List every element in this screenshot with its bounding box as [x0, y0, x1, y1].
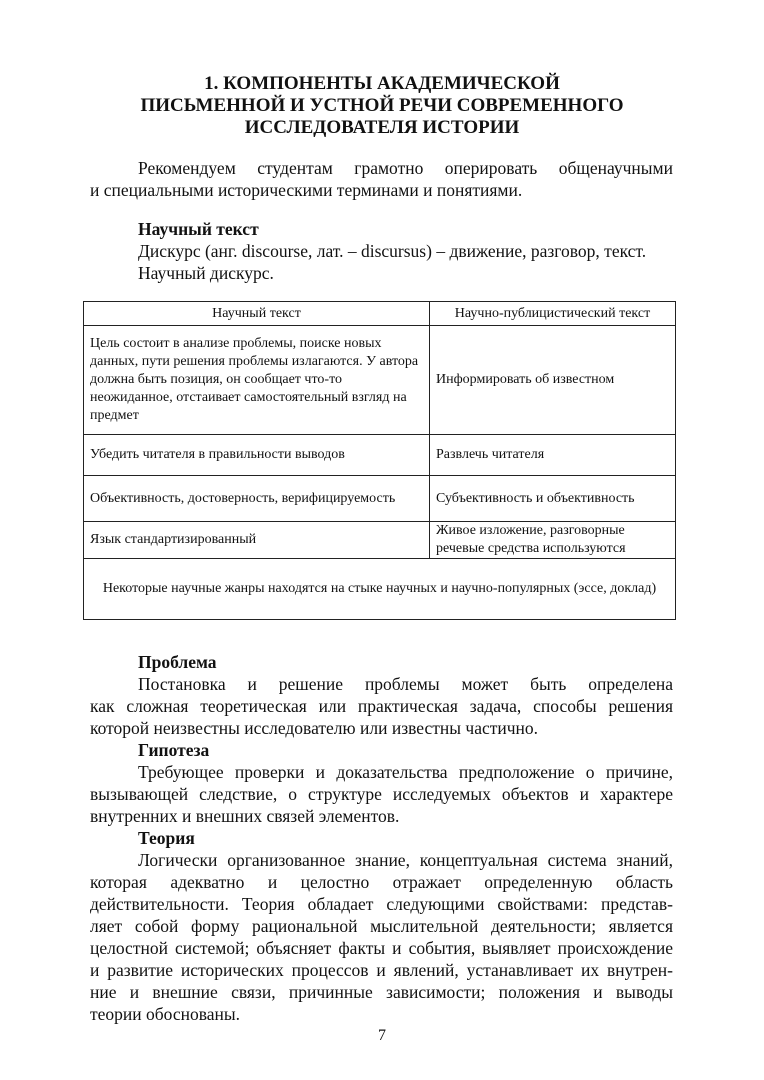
table-cell: Информировать об известном [430, 326, 676, 435]
intro-paragraph-line: Рекомендуем студентам грамотно оперировать общенаучными [138, 158, 673, 178]
problem-paragraph-line: как сложная теоретическая или практическая задача, способы решения [90, 696, 673, 716]
chapter-title-line: ПИСЬМЕННОЙ И УСТНОЙ РЕЧИ СОВРЕМЕННОГО [140, 95, 624, 116]
hypothesis-paragraph-line: вызывающей следствие, о структуре исследуемых объектов и характере [90, 784, 673, 804]
theory-paragraph-line: целостной системой; объясняет факты и события, выявляет происхождение [90, 938, 673, 958]
theory-paragraph-line: теории обоснованы. [90, 1004, 241, 1024]
theory-paragraph-line: ляет собой форму рациональной мыслительной деятельности; является [90, 916, 673, 936]
theory-paragraph-line: ние и внешние связи, причинные зависимости; положения и выводы [90, 982, 673, 1002]
chapter-title-line: 1. КОМПОНЕНТЫ АКАДЕМИЧЕСКОЙ [204, 73, 560, 94]
table-cell: Развлечь читателя [430, 435, 676, 476]
page-number: 7 [378, 1027, 386, 1044]
table-cell: Живое изложение, разговорные речевые средства используются [430, 522, 676, 559]
discourse-definition: Научный дискурс. [138, 263, 274, 283]
theory-paragraph-line: и развитие исторических процессов и явлений, устанавливает их внутрен- [90, 960, 673, 980]
table-header-cell: Научно-публицистический текст [430, 302, 676, 326]
section-heading-theory: Теория [138, 828, 195, 848]
table-row [84, 522, 676, 559]
table-cell: Объективность, достоверность, верифицируемость [84, 476, 430, 522]
section-heading-problem: Проблема [138, 652, 217, 672]
discourse-definition: Дискурс (анг. discourse, лат. – discursus) – движение, разговор, текст. [138, 241, 647, 261]
hypothesis-paragraph-line: внутренних и внешних связей элементов. [90, 806, 400, 826]
theory-paragraph-line: которая адекватно и целостно отражает определенную область [90, 872, 673, 892]
table-row [84, 476, 676, 522]
intro-paragraph-line: и специальными историческими терминами и понятиями. [90, 180, 523, 200]
section-heading-scientific-text: Научный текст [138, 219, 259, 239]
theory-paragraph-line: Логически организованное знание, концептуальная система знаний, [138, 850, 673, 870]
table-cell: Убедить читателя в правильности выводов [84, 435, 430, 476]
theory-paragraph-line: действительности. Теория обладает следующими свойствами: представ- [90, 894, 673, 914]
table-row [84, 326, 676, 435]
table-header-row [84, 302, 676, 326]
table-header-cell: Научный текст [84, 302, 430, 326]
table-row [84, 435, 676, 476]
table-cell: Субъективность и объективность [430, 476, 676, 522]
problem-paragraph-line: Постановка и решение проблемы может быть определена [138, 674, 673, 694]
problem-paragraph-line: которой неизвестны исследователю или известны частично. [90, 718, 539, 738]
chapter-title [90, 73, 674, 139]
comparison-table [83, 301, 676, 620]
table-cell: Язык стандартизированный [84, 522, 430, 559]
hypothesis-paragraph-line: Требующее проверки и доказательства предположение о причине, [138, 762, 673, 782]
table-footer-row [84, 559, 676, 620]
section-heading-hypothesis: Гипотеза [138, 740, 210, 760]
table-cell: Цель состоит в анализе проблемы, поиске новых данных, пути решения проблемы излагаются. У автора должна быть позиция, он сообщает что-то неожиданное, отстаивает самостоятельный взгляд на предмет [84, 326, 430, 435]
chapter-title-line: ИССЛЕДОВАТЕЛЯ ИСТОРИИ [244, 117, 520, 138]
table-footer-cell: Некоторые научные жанры находятся на стыке научных и научно-популярных (эссе, доклад) [84, 559, 676, 620]
